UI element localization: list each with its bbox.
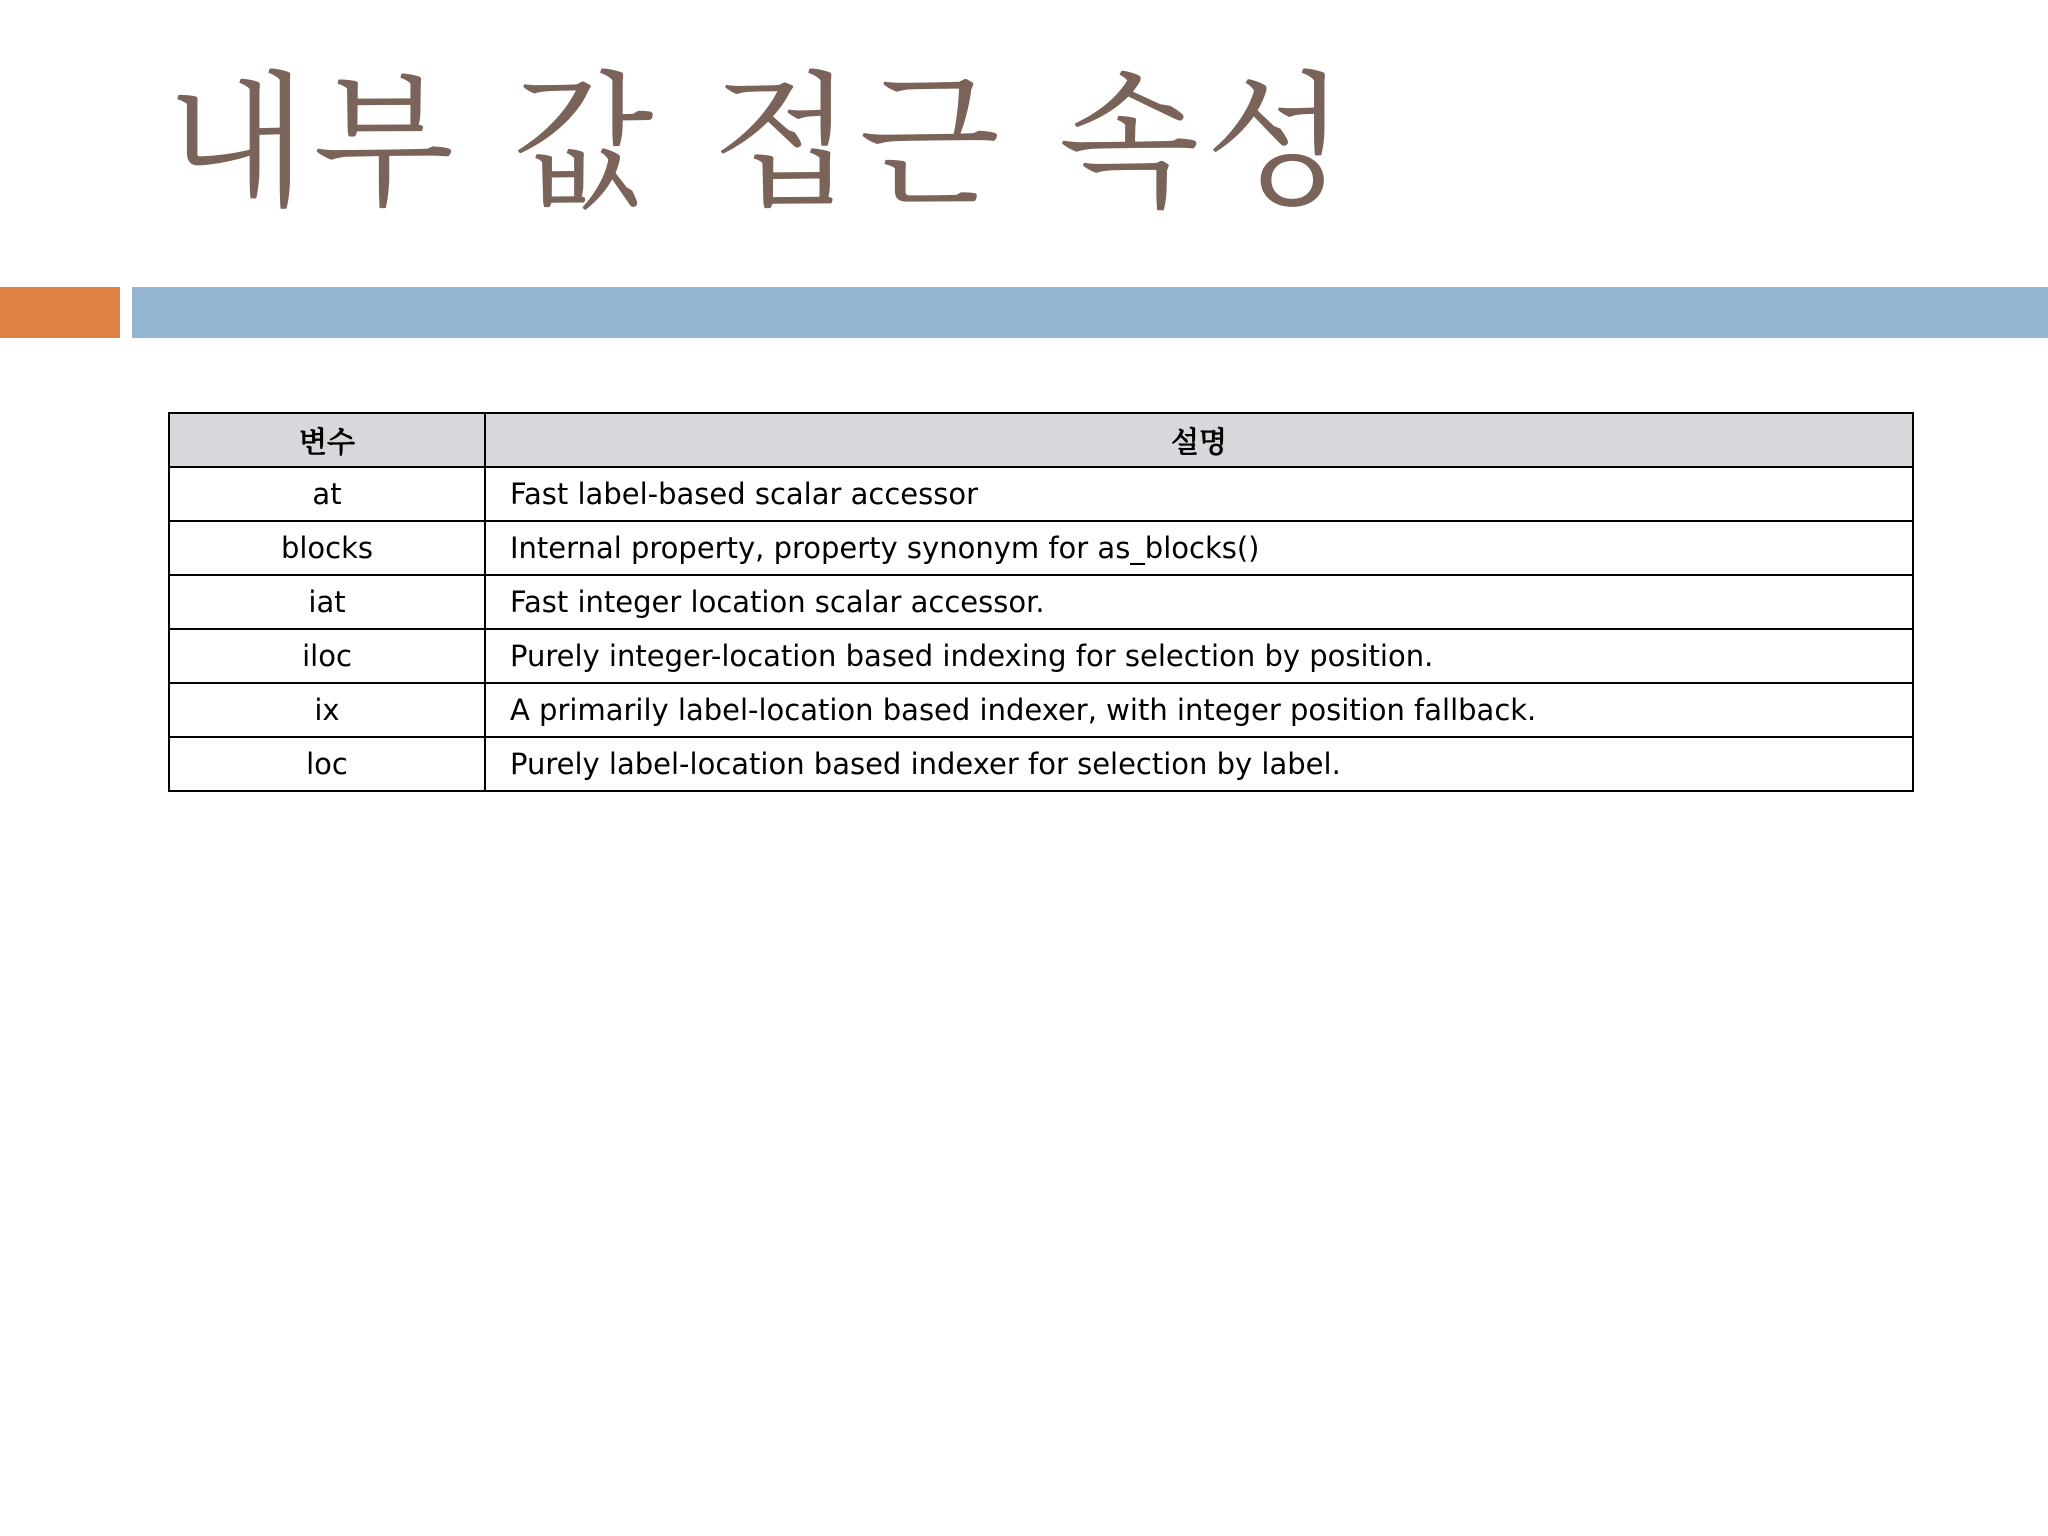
cell-description: Purely label-location based indexer for selection by label. [485,737,1913,791]
cell-description: Internal property, property synonym for as_blocks() [485,521,1913,575]
cell-variable: iloc [169,629,485,683]
cell-description: Purely integer-location based indexing for selection by position. [485,629,1913,683]
table-row [169,575,1913,629]
table-row [169,629,1913,683]
cell-variable: at [169,467,485,521]
cell-description: A primarily label-location based indexer, with integer position fallback. [485,683,1913,737]
attribute-table [168,412,1914,792]
cell-variable: ix [169,683,485,737]
cell-variable: blocks [169,521,485,575]
accent-bar-orange [0,287,120,338]
table-header-row [169,413,1913,467]
cell-variable: iat [169,575,485,629]
table-row [169,467,1913,521]
header-description: 설명 [485,413,1913,467]
header-variable: 변수 [169,413,485,467]
table-row [169,521,1913,575]
cell-description: Fast label-based scalar accessor [485,467,1913,521]
cell-variable: loc [169,737,485,791]
cell-description: Fast integer location scalar accessor. [485,575,1913,629]
slide-title: 내부 값 접근 속성 [166,58,1353,228]
table-row [169,683,1913,737]
table-row [169,737,1913,791]
accent-bar-blue [132,287,2048,338]
